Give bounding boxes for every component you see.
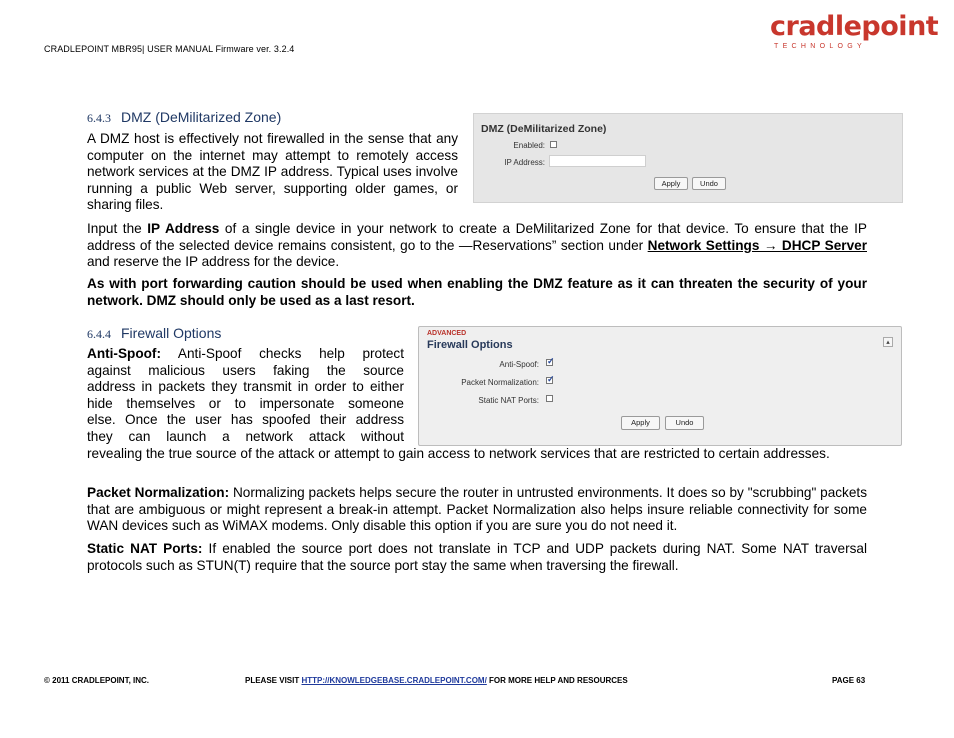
dmz-settings-panel — [473, 113, 903, 203]
ip-address-label: IP Address: — [504, 158, 545, 167]
dmz-intro-paragraph: A DMZ host is effectively not firewalled in the sense that any computer on the internet may attempt to remotely access network services at the DMZ IP address. Typical uses involve running a public Web server, supporting older games, or sharing files. — [87, 131, 458, 213]
antispoof-continued: revealing the true source of the attack or attempt to gain access to network services that are restricted to certain addresses. — [87, 446, 830, 461]
ip-address-term: IP Address — [147, 221, 220, 236]
logo-wordmark: cradlepoint — [770, 11, 939, 42]
dmz-enabled-checkbox[interactable] — [550, 141, 557, 148]
dmz-panel-title: DMZ (DeMilitarized Zone) — [481, 123, 607, 135]
logo-subtitle: TECHNOLOGY — [774, 43, 867, 50]
text-line: they can launch a network attack without — [87, 428, 404, 444]
static-nat-paragraph — [87, 541, 867, 574]
antispoof-term: Anti-Spoof: — [87, 346, 161, 361]
text-fragment: FOR MORE HELP AND RESOURCES — [486, 676, 628, 685]
dmz-instructions-paragraph — [87, 221, 867, 271]
dhcp-server-link[interactable]: Network Settings → DHCP Server — [647, 237, 867, 253]
knowledgebase-link[interactable]: HTTP://KNOWLEDGEBASE.CRADLEPOINT.COM/ — [301, 676, 487, 685]
antispoof-wrapped-lines — [87, 346, 404, 446]
text-line: against malicious users faking the source — [87, 362, 404, 378]
cradlepoint-logo — [770, 11, 939, 51]
dmz-warning: As with port forwarding caution should be used when enabling the DMZ feature as it can threaten the security of your network. DMZ should only be used as a last resort. — [87, 276, 867, 308]
text-line: hide themselves or to impersonate someone — [87, 395, 404, 411]
packet-normalization-term: Packet Normalization: — [87, 485, 230, 500]
firewall-apply-button[interactable]: Apply — [621, 416, 660, 430]
page-number: PAGE 63 — [832, 676, 866, 685]
packet-normalization-label: Packet Normalization: — [461, 378, 539, 387]
antispoof-label: Anti-Spoof: — [499, 360, 539, 369]
section-title: DMZ (DeMilitarized Zone) — [121, 109, 282, 125]
packet-normalization-checkbox[interactable] — [546, 377, 553, 384]
static-nat-label: Static NAT Ports: — [478, 396, 539, 405]
static-nat-checkbox[interactable] — [546, 395, 553, 402]
dmz-undo-button[interactable]: Undo — [692, 177, 726, 190]
firewall-panel-title: Firewall Options — [427, 339, 513, 351]
dmz-apply-button[interactable]: Apply — [654, 177, 688, 190]
text-fragment: If enabled the source port does not translate in TCP and UDP packets during NAT. Some NAT traversal protocols such as STUN(T) require that the source port stay the same when traversing the firewall. — [87, 541, 867, 573]
section-number: 6.4.4 — [87, 327, 111, 341]
section-number: 6.4.3 — [87, 111, 111, 125]
section-heading-dmz — [87, 109, 281, 126]
firewall-undo-button[interactable]: Undo — [665, 416, 704, 430]
text-fragment: Normalizing packets helps secure the router in untrusted environments. It does so by "scrubbing" packets that are ambiguous or might represent a break-in attempt. Packet Normalization also helps insure reliable connectivity for some WAN devices such as WiMAX modems. Only disable this option if you are sure you do not need it. — [87, 485, 867, 534]
antispoof-checkbox[interactable] — [546, 359, 553, 366]
ip-address-input[interactable] — [549, 155, 646, 167]
text-fragment: of a single device in your network to create a DeMilitarized Zone for that device. To ensure that the IP address of the selected device remains consistent, go to the —R — [87, 221, 868, 253]
static-nat-term: Static NAT Ports: — [87, 541, 203, 556]
firewall-options-panel — [418, 326, 902, 446]
text-line: address in packets they transmit in order to either — [87, 379, 404, 395]
collapse-icon[interactable]: ▴ — [883, 337, 893, 347]
text-line: Anti-Spoof checks help protect — [177, 346, 405, 361]
enabled-label: Enabled: — [513, 141, 545, 150]
text-line: else. Once the user has spoofed their address — [87, 412, 404, 428]
footer-copyright: © 2011 CRADLEPOINT, INC. — [44, 676, 150, 685]
text-fragment: Input the — [87, 221, 148, 236]
text-fragment: PLEASE VISIT — [245, 676, 302, 685]
document-header-title: CRADLEPOINT MBR95| USER MANUAL Firmware ver. 3.2.4 — [44, 44, 295, 54]
footer-visit — [245, 676, 628, 685]
section-title: Firewall Options — [121, 325, 222, 341]
advanced-label: ADVANCED — [427, 330, 467, 337]
section-heading-firewall — [87, 325, 221, 342]
packet-normalization-paragraph — [87, 485, 867, 535]
text-fragment: eservations” section under — [482, 237, 648, 253]
text-fragment: and reserve the IP address for the device. — [87, 254, 340, 270]
